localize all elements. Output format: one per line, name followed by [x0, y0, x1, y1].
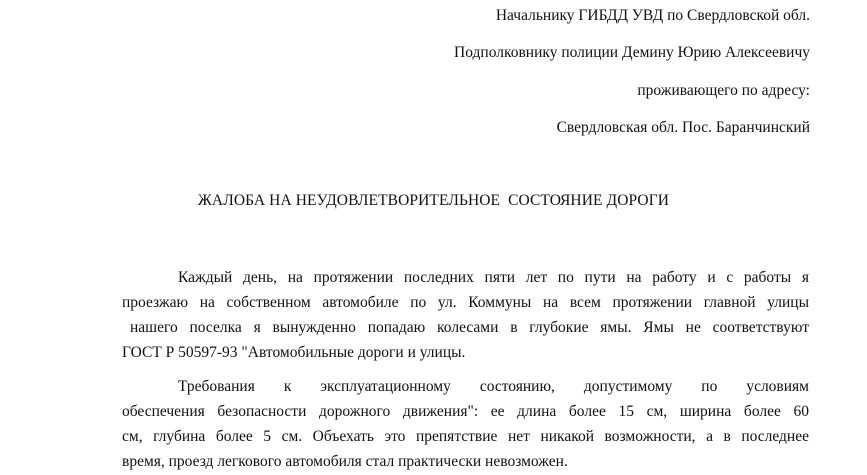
paragraph-1-line-4: ГОСТ Р 50597-93 "Автомобильные дороги и улицы. [122, 344, 466, 361]
recipient-line-2: Подполковнику полиции Демину Юрию Алексеевичу [454, 44, 810, 61]
paragraph-2-line-2: обеспечения безопасности дорожного движения": ее длина более 15 см, ширина более 60 [122, 403, 809, 420]
paragraph-1-line-1: Каждый день, на протяжении последних пяти лет по пути на работу и с работы я [178, 269, 809, 286]
paragraph-2-line-4: время, проезд легкового автомобиля стал практически невозможен. [122, 453, 568, 470]
paragraph-1-line-2: проезжаю на собственном автомобиле по ул. Коммуны на всем протяжении главной улицы [122, 294, 809, 311]
document-title: ЖАЛОБА НА НЕУДОВЛЕТВОРИТЕЛЬНОЕ СОСТОЯНИЕ ДОРОГИ [197, 192, 670, 209]
paragraph-1-line-3: нашего поселка я вынужденно попадаю колесами в глубокие ямы. Ямы не соответствуют [130, 319, 809, 336]
recipient-line-1: Начальнику ГИБДД УВД по Свердловской обл. [495, 7, 810, 24]
paragraph-1 [122, 265, 809, 365]
sender-line-1: проживающего по адресу: [637, 82, 810, 99]
paragraph-2-line-3: см, глубина более 5 см. Объехать это препятствие нет никакой возможности, а в последнее [122, 428, 809, 445]
paragraph-2-line-1: Требования к эксплуатационному состоянию, допустимому по условиям [178, 378, 809, 395]
sender-line-2: Свердловская обл. Пос. Баранчинский [556, 119, 810, 136]
paragraph-2 [122, 374, 809, 474]
